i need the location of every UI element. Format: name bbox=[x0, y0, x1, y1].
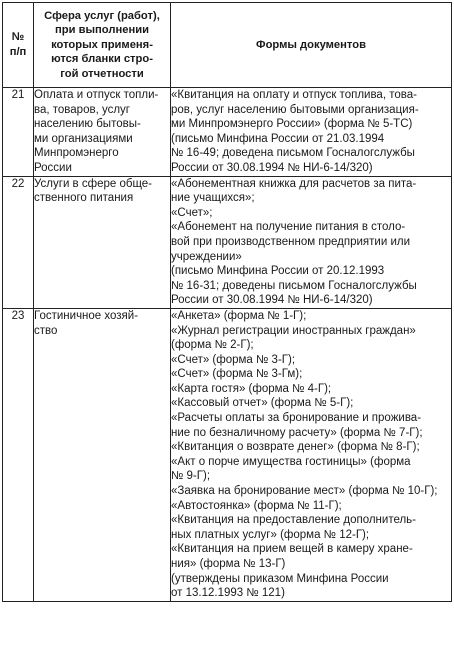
header-sphere bbox=[34, 3, 171, 88]
row-forms-line: «Акт о порче имущества гостиницы» (форма bbox=[171, 455, 411, 468]
row-forms-line: «Журнал регистрации иностранных граждан» bbox=[171, 324, 416, 337]
header-sphere-line: Сфера услуг (работ), bbox=[44, 9, 160, 22]
row-forms-line: вой при производственном предприятии или bbox=[171, 235, 410, 248]
row-forms-line: ров, услуг населению бытовыми организация- bbox=[171, 103, 419, 116]
row-forms-line: «Автостоянка» (форма № 11-Г); bbox=[171, 499, 342, 512]
row-forms bbox=[171, 308, 452, 601]
header-number-line: п/п bbox=[9, 46, 27, 58]
row-forms-line: ми Минпромэнерго России» (форма № 5-ТС) bbox=[171, 118, 413, 131]
row-forms-line: № 16-49; доведена письмом Госналогслужбы bbox=[171, 147, 415, 160]
row-sphere-line: Гостиничное хозяй- bbox=[34, 309, 139, 322]
row-forms-line: «Квитанция на оплату и отпуск топлива, това- bbox=[171, 89, 417, 101]
row-sphere-line: ственного питания bbox=[34, 192, 134, 205]
row-forms bbox=[171, 88, 452, 177]
header-sphere-line: ются бланки стро- bbox=[51, 53, 153, 66]
row-number: 22 bbox=[3, 176, 34, 308]
row-forms-line: «Анкета» (форма № 1-Г); bbox=[171, 309, 307, 322]
row-forms-line: (письмо Минфина России от 20.12.1993 bbox=[171, 265, 385, 278]
row-forms-line: ния» (форма № 13-Г) bbox=[171, 558, 286, 570]
row-forms-line: ние учащихся»; bbox=[171, 192, 255, 205]
header-number-line: № bbox=[11, 31, 25, 44]
table-row bbox=[3, 88, 452, 177]
header-sphere-line: гой отчетности bbox=[60, 67, 144, 80]
row-forms-line: «Абонемент на получение питания в столо- bbox=[171, 221, 406, 234]
row-forms-line: «Расчеты оплаты за бронирование и прожива- bbox=[171, 412, 422, 425]
row-number: 21 bbox=[3, 88, 34, 177]
row-forms-line: (утверждены приказом Минфина России bbox=[171, 572, 389, 585]
row-forms-line: России от 30.08.1994 № НИ-6-14/320) bbox=[171, 294, 373, 307]
forms-table bbox=[2, 2, 452, 602]
row-forms-line: (форма № 2-Г); bbox=[171, 339, 254, 352]
row-sphere-line: Услуги в сфере обще- bbox=[34, 177, 152, 190]
row-forms bbox=[171, 176, 452, 308]
row-forms-line: ных платных услуг» (форма № 12-Г); bbox=[171, 528, 370, 541]
table-row bbox=[3, 308, 452, 601]
row-forms-line: № 16-31; доведены письмом Госналогслужбы bbox=[171, 279, 417, 292]
row-sphere bbox=[34, 176, 171, 308]
row-sphere-line: ва, товаров, услуг bbox=[34, 103, 130, 116]
row-number: 23 bbox=[3, 308, 34, 601]
row-sphere-line: Оплата и отпуск топли- bbox=[34, 89, 159, 101]
row-forms-line: (письмо Минфина России от 21.03.1994 bbox=[171, 132, 385, 145]
row-sphere-line: Минпромэнерго bbox=[34, 147, 119, 160]
row-forms-line: «Счет»; bbox=[171, 206, 213, 219]
row-sphere-line: России bbox=[34, 161, 72, 174]
row-sphere-line: ство bbox=[34, 324, 58, 337]
row-forms-line: «Абонементная книжка для расчетов за пита- bbox=[171, 177, 417, 190]
header-forms: Формы документов bbox=[171, 3, 452, 88]
row-forms-line: «Заявка на бронирование мест» (форма № 10-Г); bbox=[171, 485, 438, 498]
row-forms-line: «Кассовый отчет» (форма № 5-Г); bbox=[171, 397, 354, 410]
row-forms-line: России от 30.08.1994 № НИ-6-14/320) bbox=[171, 161, 373, 174]
table-row bbox=[3, 176, 452, 308]
table-header-row bbox=[3, 3, 452, 88]
row-sphere bbox=[34, 88, 171, 177]
row-forms-line: «Квитанция на предоставление дополнитель- bbox=[171, 514, 417, 527]
row-sphere-line: населению бытовы- bbox=[34, 118, 141, 131]
row-forms-line: «Счет» (форма № 3-Г); bbox=[171, 353, 296, 366]
header-sphere-line: которых применя- bbox=[51, 38, 153, 51]
row-forms-line: «Карта гостя» (форма № 4-Г); bbox=[171, 382, 332, 395]
row-forms-line: учреждении» bbox=[171, 250, 242, 263]
row-forms-line: № 9-Г); bbox=[171, 470, 211, 483]
header-sphere-line: при выполнении bbox=[55, 24, 149, 37]
row-forms-line: «Квитанция на прием вещей в камеру хране- bbox=[171, 543, 413, 556]
row-forms-line: ние по безналичному расчету» (форма № 7-Г); bbox=[171, 426, 423, 439]
row-sphere bbox=[34, 308, 171, 601]
row-forms-line: «Счет» (форма № 3-Гм); bbox=[171, 368, 303, 381]
row-forms-line: «Квитанция о возврате денег» (форма № 8-Г); bbox=[171, 441, 420, 454]
row-forms-line: от 13.12.1993 № 121) bbox=[171, 587, 285, 600]
row-sphere-line: ми организациями bbox=[34, 132, 133, 145]
header-number bbox=[3, 3, 34, 88]
